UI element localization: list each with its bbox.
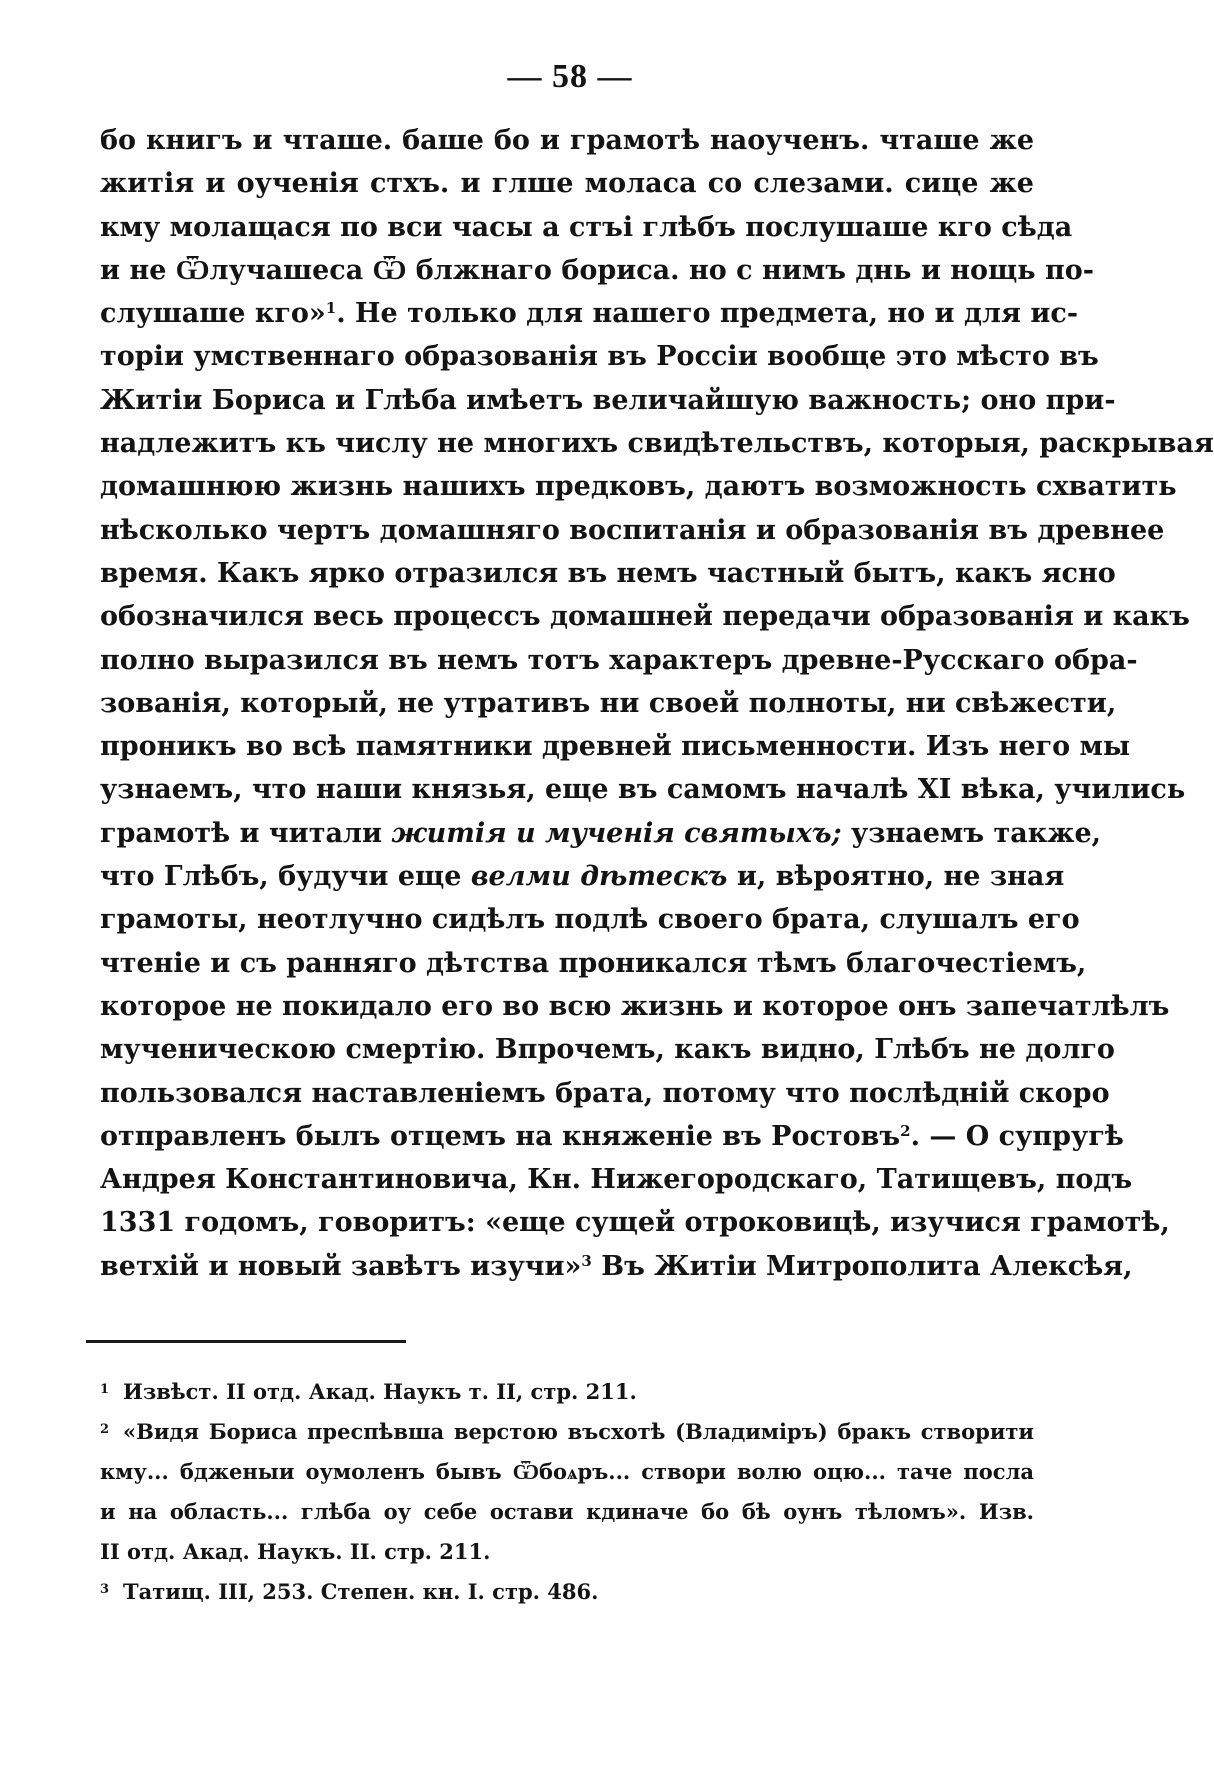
body-line-text: что Глѣбъ, будучи еще <box>100 861 471 893</box>
body-line-text: . — О супругѣ <box>910 1120 1124 1152</box>
body-line-text: грамоты, неотлучно сидѣлъ подлѣ своего брата, слушалъ его <box>100 904 1080 936</box>
body-line-text: Житіи Бориса и Глѣба имѣетъ величайшую важность; оно при- <box>100 384 1116 416</box>
footnote-text: кму... бдженыи оумоленъ бывъ Ѿбоѧръ... створи волю оцю... таче посла <box>100 1459 1034 1484</box>
body-line-text: и не Ѿлучашеса Ѿ блжнаго бориса. но с нимъ днь и нощь по- <box>100 254 1094 286</box>
body-line-text: и, вѣроятно, не зная <box>727 861 1065 893</box>
body-line-text: полно выразился въ немъ тотъ характеръ древне-Русскаго обра- <box>100 644 1138 676</box>
footnote-text: Извѣст. II отд. Акад. Наукъ т. II, стр. 211. <box>123 1379 637 1404</box>
body-line-text: ветхій и новый завѣтъ изучи» <box>100 1250 582 1282</box>
body-line <box>100 552 1116 595</box>
body-line <box>100 942 1087 985</box>
body-line-text: узнаемъ также, <box>841 817 1102 849</box>
body-line <box>100 162 1034 205</box>
body-line <box>100 335 1099 378</box>
body-line <box>100 1245 1133 1288</box>
footnote-reference: 3 <box>581 1251 592 1270</box>
body-line <box>100 1028 1115 1071</box>
body-line <box>100 855 1065 898</box>
body-line-text: 1331 годомъ, говоритъ: «еще сущей отроковицѣ, изучися грамотѣ, <box>100 1207 1170 1239</box>
footnote-line <box>100 1452 1034 1492</box>
body-line-text: нѣсколько чертъ домашняго воспитанія и образованія въ древнее <box>100 514 1165 546</box>
body-line <box>100 725 1131 768</box>
body-line <box>100 1115 1124 1158</box>
footnote-text: «Видя Бориса преспѣвша верстою въсхотѣ (Владиміръ) бракъ створити <box>123 1419 1034 1444</box>
body-line <box>100 119 1034 162</box>
footnotes <box>100 1372 1034 1612</box>
body-line <box>100 682 1117 725</box>
body-line <box>100 206 1073 249</box>
body-line-text: мученическою смертію. Впрочемъ, какъ видно, Глѣбъ не долго <box>100 1034 1115 1066</box>
body-line-text: пользовался наставленіемъ брата, потому что послѣдній скоро <box>100 1077 1110 1109</box>
body-line-text: время. Какъ ярко отразился въ немъ частный бытъ, какъ ясно <box>100 557 1116 589</box>
footnote-text: Татищ. III, 253. Степен. кн. I. стр. 486. <box>123 1579 599 1604</box>
body-line <box>100 768 1186 811</box>
body-line <box>100 1158 1133 1201</box>
body-line <box>100 1072 1110 1115</box>
body-line-text: Въ Житіи Митрополита Алексѣя, <box>591 1250 1133 1282</box>
footnote-line <box>100 1532 1034 1572</box>
body-line-text: слушаше кго» <box>100 298 326 330</box>
body-line <box>100 465 1177 508</box>
body-line-text: грамотѣ и читали <box>100 817 392 849</box>
body-line <box>100 985 1170 1028</box>
body-line-text: чтеніе и съ ранняго дѣтства проникался тѣмъ благочестіемъ, <box>100 947 1087 979</box>
body-line-text: надлежитъ къ числу не многихъ свидѣтельствъ, которыя, раскрывая <box>100 428 1214 460</box>
footnote-separator <box>86 1340 406 1343</box>
body-line <box>100 595 1190 638</box>
body-line-text: отправленъ былъ отцемъ на княженіе въ Ростовъ <box>100 1120 901 1152</box>
body-line-text: Андрея Константиновича, Кн. Нижегородскаго, Татищевъ, подъ <box>100 1164 1133 1196</box>
body-line <box>100 292 1079 335</box>
footnote-line <box>100 1572 1034 1612</box>
body-text <box>100 119 1214 1288</box>
footnote-reference: 2 <box>900 1121 911 1140</box>
body-line-text: . Не только для нашего предмета, но и для ис- <box>336 298 1079 330</box>
footnote-mark: 3 <box>100 1582 110 1597</box>
body-line-text: кму молащася по вси часы а стъі глѣбъ послушаше кго сѣда <box>100 211 1073 243</box>
body-line <box>100 509 1165 552</box>
body-line-italic: житія и мученія святыхъ; <box>391 817 842 849</box>
body-line <box>100 812 1102 855</box>
footnote-reference: 1 <box>325 299 337 318</box>
body-line-text: узнаемъ, что наши князья, еще въ самомъ началѣ XI вѣка, учились <box>100 774 1186 806</box>
body-line-italic: велми дѣтескъ <box>470 861 728 893</box>
body-line-text: проникъ во всѣ памятники древней письменности. Изъ него мы <box>100 731 1131 763</box>
body-line <box>100 379 1116 422</box>
body-line-text: зованія, который, не утративъ ни своей полноты, ни свѣжести, <box>100 687 1117 719</box>
body-line <box>100 1201 1170 1244</box>
footnote-line <box>100 1372 1034 1412</box>
body-line <box>100 422 1214 465</box>
body-line-text: домашнюю жизнь нашихъ предковъ, даютъ возможность схватить <box>100 471 1177 503</box>
page-number: — 58 — <box>507 58 633 95</box>
body-line-text: обозначился весь процессъ домашней передачи образованія и какъ <box>100 601 1190 633</box>
footnote-mark: 2 <box>100 1422 110 1437</box>
body-line <box>100 639 1138 682</box>
body-line-text: житія и оученія стхъ. и глше моласа со слезами. сице же <box>100 168 1034 200</box>
footnote-line <box>100 1412 1034 1452</box>
footnote-text: II отд. Акад. Наукъ. II. стр. 211. <box>100 1539 491 1564</box>
body-line-text: торіи умственнаго образованія въ Россіи вообще это мѣсто въ <box>100 341 1099 373</box>
body-line <box>100 898 1080 941</box>
body-line-text: бо книгъ и чташе. баше бо и грамотѣ наоученъ. чташе же <box>100 125 1034 156</box>
footnote-text: и на область... глѣба оу себе остави кдиначе бо бѣ оунъ тѣломъ». Изв. <box>100 1499 1034 1524</box>
footnote-line <box>100 1492 1034 1532</box>
body-line <box>100 249 1094 292</box>
body-line-text: которое не покидало его во всю жизнь и которое онъ запечатлѣлъ <box>100 990 1170 1022</box>
footnote-mark: 1 <box>100 1382 110 1397</box>
